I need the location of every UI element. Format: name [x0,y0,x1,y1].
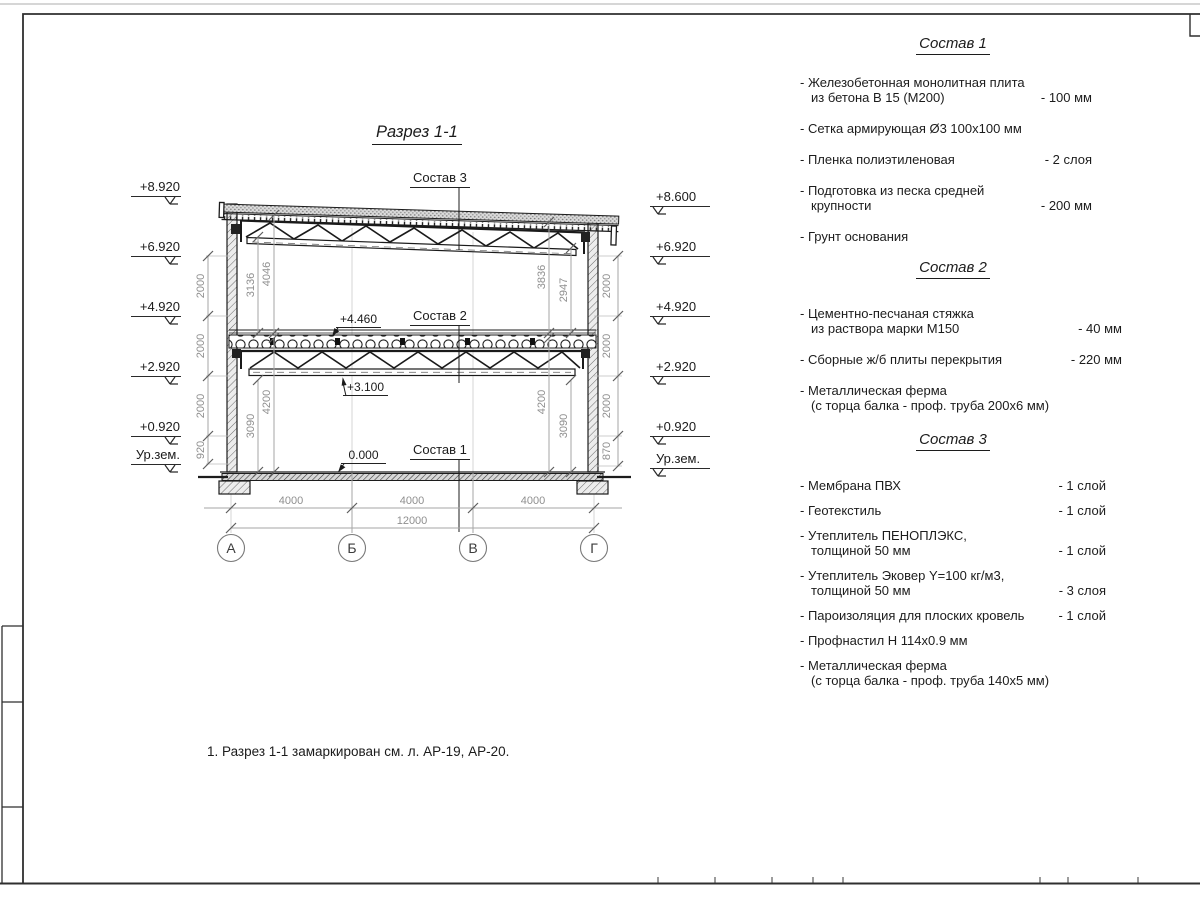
sheet-note: 1. Разрез 1-1 замаркирован см. л. АР-19, АР-20. [207,744,510,759]
list-item: - Грунт основания [800,229,909,244]
level-left-0: +8.920 [131,179,181,197]
level-left-3: +2.920 [131,359,181,377]
dim-label: 2000 [601,273,613,299]
composition-list-3 [800,432,1106,698]
mark-screed-level: +4.460 [336,311,381,328]
dim-label: 4000 [520,495,546,507]
label-sostav-2: Состав 2 [410,308,470,326]
ground-slab [198,472,631,494]
dim-label: 4000 [278,495,304,507]
list-item: - Утеплитель ПЕНОПЛЭКС, толщиной 50 мм - 1 слой [800,528,1106,558]
level-right-1: +6.920 [650,239,710,257]
footing-left [219,481,250,494]
level-right-0: +8.600 [650,189,710,207]
dim-label: 3090 [558,413,570,439]
label-sostav-3: Состав 3 [410,170,470,188]
dim-label: 2000 [601,393,613,419]
list-item: - Профнастил Н 114x0.9 мм [800,633,968,648]
dim-label: 3836 [536,264,548,290]
list-item: - Геотекстиль - 1 слой [800,503,1106,518]
footing-right [577,481,608,494]
list-item: - Подготовка из песка средней крупности - 200 мм [800,183,1092,213]
dim-label: 3090 [245,413,257,439]
dim-label: 2000 [601,333,613,359]
list-item: - Железобетонная монолитная плита из бетона В 15 (М200) - 100 мм [800,75,1092,105]
list-item: - Утеплитель Эковер Y=100 кг/м3, толщиной 50 мм - 3 слоя [800,568,1106,598]
list-item: - Пароизоляция для плоских кровель - 1 слой [800,608,1106,623]
roof-fascia [611,226,617,245]
dim-label: 3136 [245,272,257,298]
dim-label: 4200 [261,389,273,415]
list-item: - Металлическая ферма (с торца балка - проф. труба 140x5 мм) [800,658,1050,688]
axis-bubble-b: Б [347,540,357,556]
drawing-title: Разрез 1-1 [372,123,462,145]
list-item: - Сетка армирующая Ø3 100x100 мм [800,121,1022,136]
dim-label: 4200 [536,389,548,415]
label-sostav-1: Состав 1 [410,442,470,460]
dim-label: 920 [195,440,207,460]
dim-label: 2000 [195,393,207,419]
axis-circles [218,535,608,562]
mark-truss-bottom-level: +3.100 [343,379,388,396]
middle-floor-slab [229,330,596,348]
dim-label: 4000 [399,495,425,507]
list-item: - Сборные ж/б плиты перекрытия - 220 мм [800,352,1122,367]
level-right-2: +4.920 [650,299,710,317]
dim-label: 2000 [195,273,207,299]
composition-2-heading: Состав 2 [800,260,1106,275]
axis-bubble-g: Г [590,540,598,556]
dim-label: 2947 [558,277,570,303]
level-left-2: +4.920 [131,299,181,317]
list-item: - Пленка полиэтиленовая - 2 слоя [800,152,1092,167]
mark-floor-level: 0.000 [341,447,386,464]
composition-list-2 [800,259,1122,429]
composition-3-heading: Состав 3 [800,432,1106,447]
composition-list-1 [800,36,1106,260]
axis-bubble-a: А [226,540,236,556]
level-right-4: +0.920 [650,419,710,437]
dim-label: 870 [601,441,613,461]
level-left-ground: Ур.зем. [131,447,181,465]
list-item: - Металлическая ферма (с торца балка - проф. труба 200x6 мм) [800,383,1050,413]
level-left-4: +0.920 [131,419,181,437]
list-item: - Мембрана ПВХ - 1 слой [800,478,1106,493]
middle-floor-truss [232,349,590,376]
roof-left-cap [219,202,224,217]
dim-label: 4046 [261,261,273,287]
list-item: - Цементно-песчаная стяжка из раствора марки М150 - 40 мм [800,306,1122,336]
composition-1-heading: Состав 1 [800,36,1106,51]
level-right-3: +2.920 [650,359,710,377]
axis-bubble-v: В [468,540,478,556]
level-left-1: +6.920 [131,239,181,257]
dim-label: 2000 [195,333,207,359]
dim-total-label: 12000 [396,515,428,527]
level-right-ground: Ур.зем. [650,451,710,469]
